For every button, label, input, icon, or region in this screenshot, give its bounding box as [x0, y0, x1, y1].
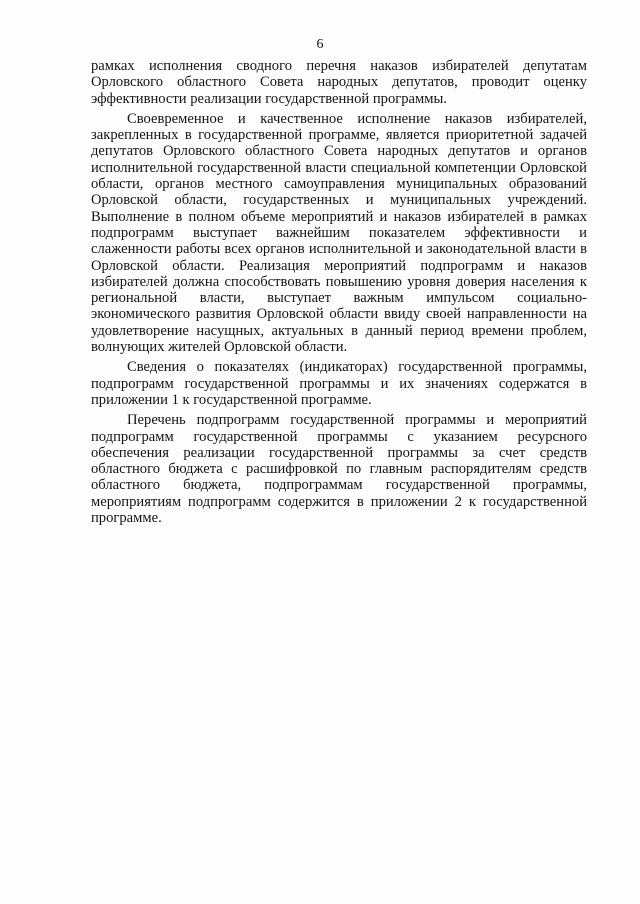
paragraph-voter-mandates: Своевременное и качественное исполнение наказов избирателей, закрепленных в государственной программе, является приоритетной задачей депутатов Орловского областного Совета народных депутатов и органов исполнительной государственной власти специальной компетенции Орловской области, органов местного самоуправления муниципальных образований Орловской области, государственных и муниципальных учреждений. Выполнение в полном объеме мероприятий и наказов избирателей в рамках подпрограмм выступает важнейшим показателем эффективности и слаженности работы всех органов исполнительной и законодательной власти в Орловской области. Реализация мероприятий подпрограмм и наказов избирателей должна способствовать повышению уровня доверия населения к региональной власти, выступает важным импульсом социально-экономического развития Орловской области ввиду своей направленности на удовлетворение насущных, актуальных в данный период времени проблем, волнующих жителей Орловской области. [91, 110, 587, 356]
paragraph-subprogram-list: Перечень подпрограмм государственной программы и мероприятий подпрограмм государственной программы с указанием ресурсного обеспечения реализации государственной программы за счет средств областного бюджета с расшифровкой по главным распорядителям средств областного бюджета, подпрограммам государственной программы, мероприятиям подпрограмм содержится в приложении 2 к государственной программе. [91, 412, 587, 527]
page-number: 6 [316, 37, 324, 52]
paragraph-indicators: Сведения о показателях (индикаторах) государственной программы, подпрограмм государственной программы и их значениях содержатся в приложении 1 к государственной программе. [91, 359, 587, 408]
document-body [91, 58, 587, 530]
paragraph-continuation: рамках исполнения сводного перечня наказов избирателей депутатам Орловского областного Совета народных депутатов, проводит оценку эффективности реализации государственной программы. [91, 58, 587, 107]
